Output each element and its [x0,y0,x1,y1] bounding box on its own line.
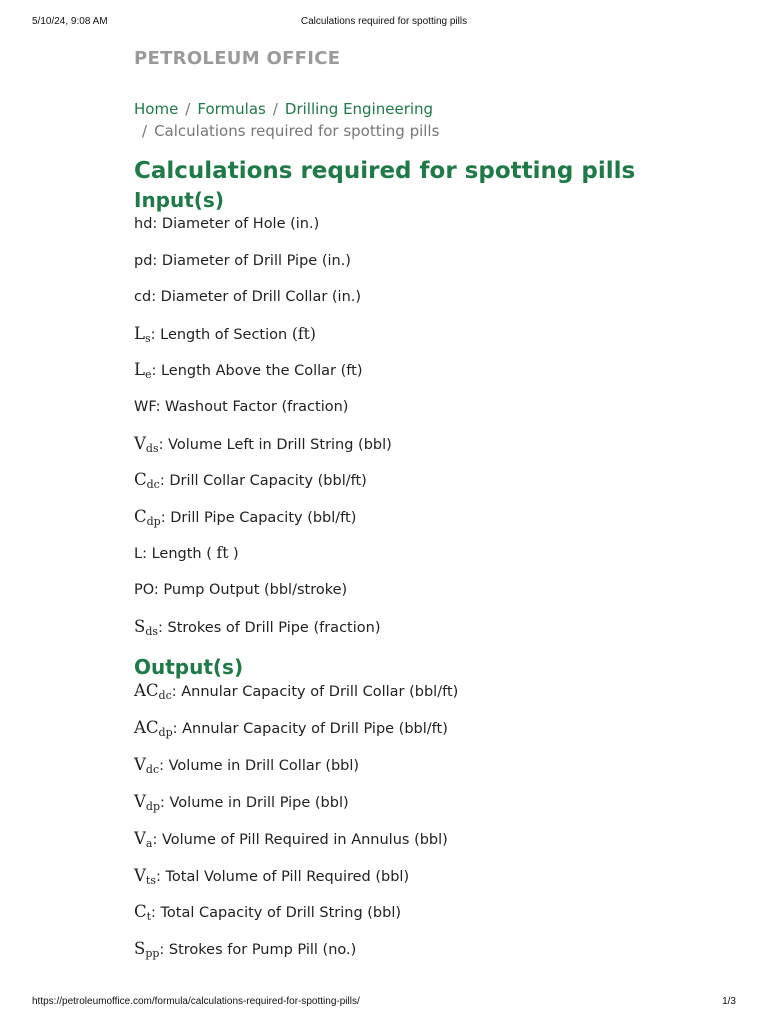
param-symbol [134,792,160,811]
param-unit: ft [216,544,229,563]
param-symbol-subscript: ds [145,624,158,638]
param-description: : Volume in Drill Pipe (bbl) [160,794,349,811]
param-description: : Annular Capacity of Drill Collar (bbl/ft) [171,684,459,701]
param-symbol-subscript: dp [146,514,161,528]
output-item [134,902,734,922]
param-symbol-base: C [134,470,147,490]
print-footer [0,996,768,1010]
param-symbol [134,434,159,453]
outputs-heading: Output(s) [134,655,244,680]
output-item [134,829,734,849]
breadcrumb-home-link[interactable]: Home [134,100,179,118]
param-symbol-subscript: s [144,331,151,345]
output-item [134,718,734,738]
input-item [134,580,734,600]
print-page-number: 1/3 [722,996,736,1007]
param-symbol [134,360,152,382]
input-item [134,617,734,637]
param-description: : Volume of Pill Required in Annulus (bbl) [152,831,448,848]
output-item [134,866,734,886]
param-description: : Annular Capacity of Drill Pipe (bbl/ft) [172,721,448,738]
input-item [134,434,734,454]
page-title: Calculations required for spotting pills [134,158,636,184]
param-symbol-subscript: pp [145,947,160,961]
param-symbol-base: V [134,828,146,848]
print-header [0,16,768,30]
breadcrumb [134,98,734,142]
param-symbol: WF [134,398,156,415]
param-symbol [134,507,161,526]
param-symbol-base: C [134,902,147,922]
param-symbol-subscript: a [145,836,153,850]
inputs-list [134,214,734,637]
param-symbol-subscript: dp [145,799,161,813]
param-description: : Strokes of Drill Pipe (fraction) [158,619,381,636]
param-symbol [134,470,160,492]
param-symbol-base: V [134,865,146,885]
param-symbol-base: V [134,754,146,774]
param-unit: (ft) [291,324,316,343]
param-description: : Pump Output (bbl/stroke) [153,581,348,598]
param-description: : Drill Pipe Capacity (bbl/ft) [160,509,357,526]
param-symbol-subscript: e [144,368,152,382]
breadcrumb-drilling-engineering-link[interactable]: Drilling Engineering [284,100,434,118]
output-item [134,755,734,775]
param-symbol [134,939,160,961]
param-description: : Diameter of Drill Collar (in.) [151,289,362,306]
param-symbol: PO [134,581,154,598]
breadcrumb-current: Calculations required for spotting pills [154,122,440,140]
print-datetime: 5/10/24, 9:08 AM [32,16,108,27]
param-symbol-subscript: t [146,910,152,924]
param-symbol [134,829,152,848]
breadcrumb-line-2 [134,120,734,142]
breadcrumb-line-1 [134,98,734,120]
input-item [134,287,734,307]
param-symbol-base: L [134,323,145,343]
input-item [134,360,734,380]
param-description: : Volume in Drill Collar (bbl) [159,757,360,774]
param-description: : Length of Section [150,326,292,343]
input-item [134,543,734,563]
print-page-title: Calculations required for spotting pills [300,16,468,27]
output-item [134,792,734,812]
output-item [134,939,734,959]
inputs-heading: Input(s) [134,188,224,212]
param-symbol [134,718,173,740]
param-symbol-base: L [134,360,145,380]
input-item [134,214,734,234]
param-description: : Strokes for Pump Pill (no.) [159,942,357,959]
param-symbol-subscript: ds [145,441,159,455]
param-description: : Total Capacity of Drill String (bbl) [151,905,402,922]
param-symbol [134,755,159,774]
print-url: https://petroleumoffice.com/formula/calculations-required-for-spotting-pills/ [32,996,360,1007]
param-symbol-subscript: dc [146,478,160,492]
param-description: : Diameter of Hole (in.) [152,216,320,232]
param-symbol: L [134,546,143,563]
param-symbol-base: V [134,791,146,811]
param-description-tail: ) [228,546,239,563]
input-item [134,507,734,527]
param-symbol: pd [134,252,153,269]
param-symbol-subscript: dc [145,762,160,776]
param-description: : Volume Left in Drill String (bbl) [158,436,392,453]
param-symbol-subscript: dc [158,689,172,703]
param-symbol [134,681,172,703]
param-symbol-base: C [134,506,147,526]
param-description: : Total Volume of Pill Required (bbl) [156,868,410,885]
page-content [134,46,734,976]
outputs-list [134,681,734,959]
param-description: : Length ( [142,546,217,563]
param-symbol [134,902,152,924]
input-item [134,470,734,490]
param-description: : Diameter of Drill Pipe (in.) [152,252,351,269]
site-brand[interactable]: PETROLEUM OFFICE [134,48,341,69]
param-symbol [134,617,158,636]
param-symbol-base: AC [134,718,159,738]
param-symbol: hd [134,216,153,232]
param-symbol-base: S [134,939,146,959]
param-symbol-base: AC [134,681,159,701]
param-symbol-subscript: ts [145,873,156,887]
param-symbol-subscript: dp [158,726,173,740]
param-description: : Washout Factor (fraction) [155,398,349,415]
param-symbol-base: S [134,616,146,636]
breadcrumb-formulas-link[interactable]: Formulas [197,100,266,118]
input-item [134,397,734,417]
param-symbol [134,324,151,343]
param-symbol: cd [134,289,152,306]
breadcrumb-separator: / [142,122,148,140]
param-description: : Length Above the Collar (ft) [151,363,363,380]
param-description: : Drill Collar Capacity (bbl/ft) [159,473,367,490]
param-symbol-base: V [134,433,146,453]
input-item [134,251,734,271]
breadcrumb-separator: / [272,100,278,118]
param-symbol [134,866,156,885]
output-item [134,681,734,701]
breadcrumb-separator: / [185,100,191,118]
input-item [134,324,734,344]
